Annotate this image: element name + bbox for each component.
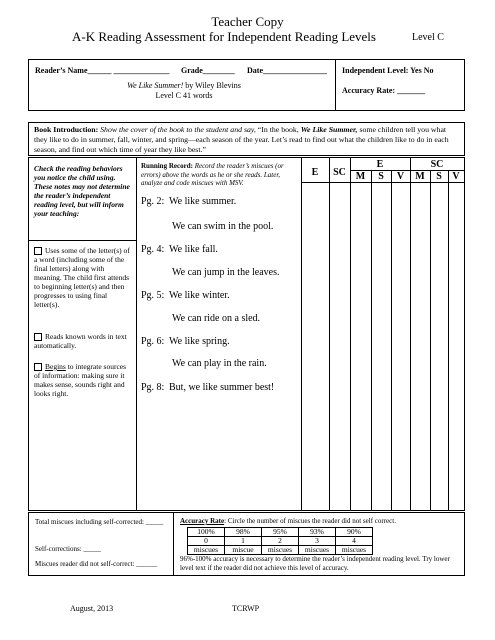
note-item-letters[interactable] [34, 246, 132, 309]
notes-heading: Check the reading behaviors you notice the child using. These notes may not determine the reader’s independent reading level, but will inform your teaching: [34, 164, 130, 218]
total-miscues-field[interactable]: Total miscues including self-corrected: _____ [35, 518, 164, 526]
accuracy-instruction [180, 517, 464, 526]
intro-instruction: Show the cover of the book to the student and say, [100, 125, 256, 134]
record-page-label: Pg. 2: [141, 196, 165, 207]
note-item-known-words[interactable] [34, 332, 132, 350]
miscue-count-option[interactable]: 4 [336, 537, 373, 546]
group-e-header: E [376, 159, 384, 170]
accuracy-table [187, 527, 373, 555]
accuracy-rate-field[interactable]: Accuracy Rate: _______ [342, 86, 426, 95]
record-line: We can swim in the pool. [172, 221, 274, 232]
running-record-label: Running Record: [141, 162, 193, 170]
msv-sc-m: M [415, 171, 425, 182]
column-e: E [311, 167, 319, 178]
group-sc-header: SC [430, 159, 444, 170]
msv-e-m: M [355, 171, 366, 182]
unit-cell: miscues [262, 546, 299, 555]
assessment-title: A-K Reading Assessment for Independent Reading Levels [72, 29, 376, 44]
totals-box [28, 512, 465, 576]
info-box [28, 59, 465, 111]
record-line: We like winter. [169, 290, 230, 301]
record-line: We like summer. [169, 196, 237, 207]
percent-cell: 93% [299, 528, 336, 537]
intro-text-b: some children tell you what they like to do in summer, fall, winter, and spring—each season of the year. Let’s read to find out what the children like to do in each season, and find out which time of year they like best.” [34, 125, 449, 154]
accuracy-instruction-text: : Circle the number of miscues the reader did not self correct. [224, 517, 396, 525]
record-line: We like spring. [169, 336, 230, 347]
note-item-known-words-text: Reads known words in text automatically. [34, 332, 127, 351]
independent-level-field[interactable]: Independent Level: Yes No [342, 66, 434, 75]
level-label: Level C [412, 32, 444, 43]
book-title: We Like Summer! [127, 81, 184, 90]
intro-label: Book Introduction: [34, 125, 99, 134]
note-item-integrate-underlined: Begins [45, 362, 66, 371]
column-sc: SC [333, 167, 346, 178]
msv-e-s: S [378, 171, 384, 182]
record-line: We can play in the rain. [172, 358, 267, 369]
date-field[interactable]: Date________________ [247, 66, 327, 75]
record-line: We can jump in the leaves. [172, 267, 280, 278]
page-title: Teacher Copy [211, 14, 284, 29]
book-info [89, 81, 279, 101]
percent-cell: 98% [225, 528, 262, 537]
percent-cell: 90% [336, 528, 373, 537]
intro-text-a: “In the book, [255, 125, 301, 134]
accuracy-note: 96%-100% accuracy is necessary to determine the reader’s independent reading level. Try lower level text if the reader did not achieve this level of accuracy. [180, 555, 450, 572]
running-record-instructions [141, 162, 299, 188]
record-line: But, we like summer best! [169, 382, 275, 393]
miscue-count-option[interactable]: 2 [262, 537, 299, 546]
main-area [28, 157, 465, 511]
not-self-corrected-field[interactable]: Miscues reader did not self-correct: ______ [35, 560, 158, 568]
footer-date: August, 2013 [70, 604, 114, 613]
accuracy-label: Accuracy Rate [180, 517, 225, 525]
self-corrections-field[interactable]: Self-corrections: _____ [35, 545, 101, 553]
miscue-count-option[interactable]: 0 [188, 537, 225, 546]
unit-cell: miscues [188, 546, 225, 555]
percent-cell: 100% [188, 528, 225, 537]
book-introduction [28, 122, 465, 156]
book-level: Level C 41 words [155, 91, 213, 100]
unit-cell: miscue [225, 546, 262, 555]
note-item-integrate-text: to integrate sources of information: making sure it makes sense, sounds right and looks right. [34, 362, 127, 399]
note-item-letters-text: Uses some of the letter(s) of a word (including some of the final letters) along with meaning. The child first attends to beginning letter(s) and then progresses to using final letter(s). [34, 246, 130, 310]
readers-name-field[interactable]: Reader’s Name______ ______________ [35, 66, 170, 75]
checkbox-icon[interactable] [34, 363, 42, 371]
book-author: by Wiley Blevins [183, 81, 241, 90]
msv-e-v: V [396, 171, 405, 182]
record-page-label: Pg. 4: [141, 244, 165, 255]
record-page-label: Pg. 6: [141, 336, 165, 347]
miscue-count-option[interactable]: 3 [299, 537, 336, 546]
footer-org: TCRWP [232, 604, 260, 613]
record-page-label: Pg. 8: [141, 382, 165, 393]
running-record-text: Record the reader’s miscues (or errors) above the words as he or she reads. Later, analyze and code miscues with MSV. [141, 162, 284, 187]
percent-cell: 95% [262, 528, 299, 537]
grade-field[interactable]: Grade________ [181, 66, 235, 75]
note-item-integrate[interactable] [34, 362, 132, 398]
record-line: We can ride on a sled. [172, 313, 261, 324]
checkbox-icon[interactable] [34, 333, 42, 341]
miscue-count-option[interactable]: 1 [225, 537, 262, 546]
record-line: We like fall. [169, 244, 218, 255]
intro-book-title: We Like Summer, [300, 125, 358, 134]
checkbox-icon[interactable] [34, 247, 42, 255]
msv-sc-s: S [436, 171, 442, 182]
record-page-label: Pg. 5: [141, 290, 165, 301]
unit-cell: miscues [336, 546, 373, 555]
msv-sc-v: V [452, 171, 460, 182]
unit-cell: miscues [299, 546, 336, 555]
